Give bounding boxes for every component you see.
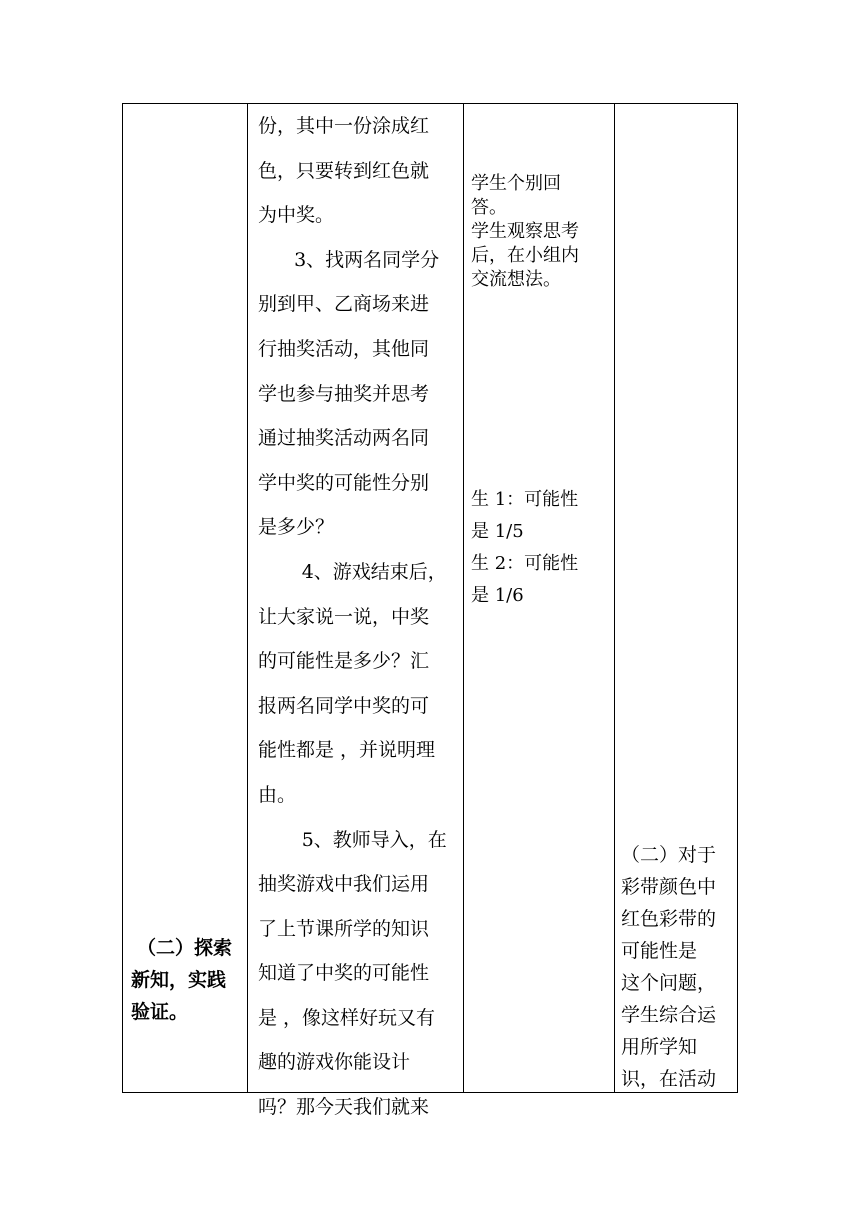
text-line: 学生观察思考 <box>471 221 579 242</box>
text-line: 抽奖游戏中我们运用 <box>258 873 430 896</box>
text-line: （二）对于 <box>621 844 717 866</box>
text-line: 后，在小组内 <box>471 245 579 266</box>
text-line: 彩带颜色中 <box>621 876 717 898</box>
text-line: 这个问题， <box>621 972 717 994</box>
text-line: 识，在活动 <box>621 1068 717 1090</box>
text-line: 别到甲、乙商场来进 <box>258 293 430 316</box>
text-line: 报两名同学中奖的可 <box>258 694 430 717</box>
text-line: 是 ，像这样好玩又有 <box>258 1006 436 1029</box>
text-line: 趣的游戏你能设计 <box>258 1051 411 1074</box>
text-line: 能性都是 ，并说明理 <box>258 739 436 762</box>
text-line: 是 1/5 <box>471 521 524 542</box>
text-line: 答。 <box>471 197 507 218</box>
text-line: 由。 <box>258 783 297 806</box>
student-answer-group <box>471 484 611 612</box>
student-response-group <box>471 172 611 292</box>
text-line: 可能性是 <box>621 940 698 962</box>
text-line: 了上节课所学的知识 <box>258 917 430 940</box>
text-line: 交流想法。 <box>471 269 561 290</box>
text-line: 知道了中奖的可能性 <box>258 962 430 985</box>
text-line: 是多少？ <box>258 516 335 539</box>
section-label-cell <box>123 104 247 1092</box>
text-line: 生 2：可能性 <box>471 553 579 574</box>
text-line: 行抽奖活动，其他同 <box>258 337 430 360</box>
section-label <box>131 932 241 1028</box>
text-line: 色，只要转到红色就 <box>258 159 430 182</box>
text-line: 吗？那今天我们就来 <box>258 1096 430 1119</box>
text-line: 为中奖。 <box>258 204 335 227</box>
text-line: 份，其中一份涂成红 <box>258 115 430 137</box>
student-activity-cell <box>464 104 614 1092</box>
teacher-activity-cell <box>248 104 463 1119</box>
text-line: 用所学知 <box>621 1036 698 1058</box>
section-label-line: 新知，实践 <box>131 969 227 991</box>
section-label-line: （二）探索 <box>137 937 233 959</box>
text-line: 的可能性是多少？汇 <box>258 650 430 673</box>
text-line: 4、游戏结束后， <box>301 560 447 583</box>
text-line: 让大家说一说，中奖 <box>258 605 430 628</box>
text-line: 5、教师导入，在 <box>301 828 447 851</box>
design-intent-text <box>621 839 735 1095</box>
text-line: 是 1/6 <box>471 585 524 606</box>
text-line: 学生综合运 <box>621 1004 717 1026</box>
design-intent-cell <box>615 104 738 1092</box>
text-line: 通过抽奖活动两名同 <box>258 427 430 450</box>
lesson-plan-table <box>122 103 738 1119</box>
text-line: 红色彩带的 <box>621 908 717 930</box>
text-line: 3、找两名同学分 <box>294 248 440 271</box>
text-line: 生 1：可能性 <box>471 489 579 510</box>
text-line: 学也参与抽奖并思考 <box>258 382 430 405</box>
text-line: 学生个别回 <box>471 173 561 194</box>
teacher-activity-text <box>258 104 458 1130</box>
text-line: 学中奖的可能性分别 <box>258 471 430 494</box>
section-label-line: 验证。 <box>131 1001 189 1023</box>
